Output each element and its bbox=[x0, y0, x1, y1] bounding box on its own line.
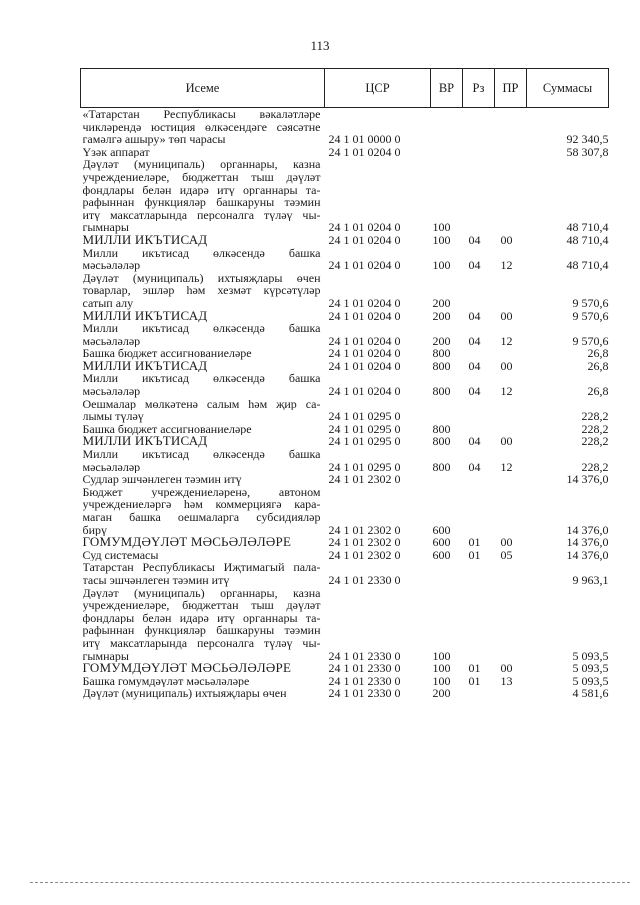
row-name bbox=[81, 662, 325, 675]
row-csr: 24 1 01 2330 0 bbox=[328, 648, 401, 663]
row-vr: 800 bbox=[432, 459, 451, 474]
row-sum: 5 093,5 bbox=[572, 662, 609, 675]
table-row bbox=[81, 561, 609, 586]
row-pr: 00 bbox=[500, 359, 513, 373]
row-name-line: ГОМУМДӘҮЛӘТ МӘСЬӘЛӘЛӘРЕ bbox=[82, 536, 292, 549]
row-sum: 48 710,4 bbox=[566, 233, 609, 247]
table-row bbox=[81, 549, 609, 562]
row-csr: 24 1 01 0295 0 bbox=[328, 422, 401, 436]
row-sum: 48 710,4 bbox=[566, 220, 609, 234]
row-vr: 800 bbox=[432, 435, 451, 449]
row-pr bbox=[495, 146, 527, 159]
row-vr bbox=[431, 398, 463, 423]
row-name bbox=[81, 473, 325, 486]
row-name-line: тасы эшчәнлеген тәэмин итү bbox=[82, 573, 230, 587]
row-name bbox=[81, 448, 325, 473]
row-sum: 9 570,6 bbox=[572, 295, 609, 310]
row-name-line: мәсьәләләр bbox=[82, 385, 141, 398]
row-pr: 12 bbox=[500, 459, 513, 474]
row-name-line: гымнары bbox=[82, 649, 129, 663]
table-row bbox=[81, 435, 609, 448]
row-name bbox=[81, 272, 325, 310]
row-name-line: лымы түләү bbox=[82, 410, 144, 423]
row-rz: 04 bbox=[468, 309, 481, 323]
row-sum: 9 570,6 bbox=[572, 309, 609, 323]
row-vr bbox=[431, 146, 463, 159]
row-rz: 04 bbox=[468, 384, 481, 398]
row-name-line: Башка бюджет ассигнованиеләре bbox=[82, 422, 252, 436]
row-rz bbox=[463, 108, 495, 146]
row-csr: 24 1 01 2330 0 bbox=[328, 687, 401, 700]
header-rz: Рз bbox=[463, 69, 495, 108]
row-csr: 24 1 01 0204 0 bbox=[328, 333, 401, 348]
row-name-line: Башка бюджет ассигнованиеләре bbox=[82, 347, 252, 360]
table-row bbox=[81, 423, 609, 436]
row-name-line: Башка гомумдәүләт мәсьәләләре bbox=[82, 674, 250, 688]
row-csr: 24 1 01 0204 0 bbox=[328, 347, 401, 360]
row-rz: 01 bbox=[468, 536, 481, 549]
row-rz: 04 bbox=[468, 359, 481, 373]
row-name-line: учреждениеләргә һәм коммерциягә кара- bbox=[82, 498, 321, 511]
row-sum: 9 570,6 bbox=[572, 333, 609, 348]
table-row bbox=[81, 448, 609, 473]
table-row bbox=[81, 486, 609, 536]
table-row bbox=[81, 158, 609, 234]
row-pr: 00 bbox=[500, 536, 513, 549]
row-csr: 24 1 01 2330 0 bbox=[328, 662, 401, 675]
row-rz: 04 bbox=[468, 435, 481, 449]
row-pr: 12 bbox=[500, 333, 513, 348]
row-sum: 5 093,5 bbox=[572, 674, 609, 688]
row-name bbox=[81, 687, 325, 700]
row-name bbox=[81, 587, 325, 663]
row-name-line: МИЛЛИ ИКЪТИСАД bbox=[82, 309, 208, 323]
row-name-line: мәсьәләләр bbox=[82, 460, 141, 474]
row-sum: 228,2 bbox=[581, 409, 609, 423]
row-sum: 92 340,5 bbox=[566, 132, 609, 146]
row-name-line: Судлар эшчәнлеген тәэмин итү bbox=[82, 473, 242, 486]
row-csr: 24 1 01 2302 0 bbox=[328, 522, 401, 537]
row-name-line: маган башка оешмаларга субсидияләр bbox=[82, 511, 321, 524]
row-vr: 800 bbox=[432, 359, 451, 373]
row-rz bbox=[463, 473, 495, 486]
row-sum: 26,8 bbox=[587, 359, 609, 373]
table-row bbox=[81, 272, 609, 310]
row-vr: 100 bbox=[432, 648, 451, 663]
row-name bbox=[81, 536, 325, 549]
row-name-line: Милли икътисад өлкәсендә башка bbox=[82, 372, 321, 386]
row-rz: 01 bbox=[468, 548, 481, 562]
row-name-line: Дәүләт (муниципаль) ихтыяҗлары өчен bbox=[82, 271, 321, 285]
row-pr bbox=[495, 587, 527, 663]
row-csr: 24 1 01 2302 0 bbox=[328, 548, 401, 562]
row-rz: 04 bbox=[468, 459, 481, 474]
page-number: 113 bbox=[310, 38, 330, 53]
row-rz: 01 bbox=[468, 662, 481, 675]
table-row bbox=[81, 310, 609, 323]
row-name-line: Дәүләт (муниципаль) органнары, казна bbox=[82, 586, 321, 600]
row-sum: 228,2 bbox=[581, 435, 609, 449]
row-csr: 24 1 01 0295 0 bbox=[328, 459, 401, 474]
row-sum: 4 581,6 bbox=[572, 687, 609, 700]
row-vr: 600 bbox=[432, 548, 451, 562]
row-name-line: «Татарстан Республикасы вәкаләтләре bbox=[82, 108, 321, 121]
row-pr bbox=[495, 272, 527, 310]
row-pr bbox=[495, 347, 527, 360]
row-rz bbox=[463, 158, 495, 234]
row-sum: 228,2 bbox=[581, 422, 609, 436]
row-pr bbox=[495, 687, 527, 700]
table-row bbox=[81, 473, 609, 486]
row-name-line: гымнары bbox=[82, 221, 129, 234]
table-row bbox=[81, 587, 609, 663]
row-pr: 00 bbox=[500, 233, 513, 247]
row-sum: 26,8 bbox=[587, 384, 609, 398]
row-name-line: товарлар, эшләр һәм хезмәт күрсәтүләр bbox=[82, 284, 321, 297]
row-pr: 00 bbox=[500, 435, 513, 449]
row-name-line: фондлары белән идарә итү органнары та- bbox=[82, 183, 321, 197]
row-csr: 24 1 01 2330 0 bbox=[328, 572, 401, 587]
row-name-line: Үзәк аппарат bbox=[82, 145, 150, 159]
table-row bbox=[81, 398, 609, 423]
row-name-line: чикләрендә юстиция өлкәсендәге сәясәтне bbox=[82, 120, 321, 134]
table-row bbox=[81, 108, 609, 146]
row-name bbox=[81, 423, 325, 436]
table-row bbox=[81, 146, 609, 159]
row-rz bbox=[463, 687, 495, 700]
row-name-line: гамәлгә ашыру» төп чарасы bbox=[82, 133, 226, 146]
row-rz: 01 bbox=[468, 674, 481, 688]
row-vr: 100 bbox=[432, 258, 451, 272]
row-vr: 600 bbox=[432, 536, 451, 549]
table-row bbox=[81, 234, 609, 247]
table-row bbox=[81, 536, 609, 549]
row-name bbox=[81, 310, 325, 323]
header-vr: ВР bbox=[431, 69, 463, 108]
header-csr: ЦСР bbox=[325, 69, 431, 108]
row-csr: 24 1 01 0295 0 bbox=[328, 435, 401, 449]
row-name-line: ГОМУМДӘҮЛӘТ МӘСЬӘЛӘЛӘРЕ bbox=[82, 662, 292, 675]
row-pr bbox=[495, 561, 527, 586]
row-pr: 12 bbox=[500, 384, 513, 398]
table-row bbox=[81, 360, 609, 373]
row-name-line: бирү bbox=[82, 523, 108, 537]
row-name-line: учреждениеләре, бюджеттан тыш дәүләт bbox=[82, 599, 321, 612]
table-row bbox=[81, 687, 609, 700]
row-csr: 24 1 01 0204 0 bbox=[328, 309, 401, 323]
row-name bbox=[81, 347, 325, 360]
row-csr: 24 1 01 2302 0 bbox=[328, 536, 401, 549]
row-sum: 14 376,0 bbox=[566, 522, 609, 537]
row-sum: 5 093,5 bbox=[572, 648, 609, 663]
row-csr: 24 1 01 0000 0 bbox=[328, 132, 401, 146]
table-row bbox=[81, 675, 609, 688]
row-pr: 13 bbox=[500, 674, 513, 688]
header-sum: Суммасы bbox=[527, 69, 609, 108]
row-vr: 100 bbox=[432, 233, 451, 247]
row-rz bbox=[463, 486, 495, 536]
row-name-line: мәсьәләләр bbox=[82, 259, 141, 272]
table-body bbox=[81, 108, 609, 700]
row-vr: 200 bbox=[432, 687, 451, 700]
row-name bbox=[81, 360, 325, 373]
row-rz bbox=[463, 347, 495, 360]
row-pr bbox=[495, 158, 527, 234]
row-name-line: мәсьәләләр bbox=[82, 334, 141, 348]
table-row bbox=[81, 662, 609, 675]
row-vr: 100 bbox=[432, 662, 451, 675]
row-name bbox=[81, 372, 325, 397]
table-header-row bbox=[81, 69, 609, 108]
row-name-line: МИЛЛИ ИКЪТИСАД bbox=[82, 233, 208, 247]
row-pr: 00 bbox=[500, 662, 513, 675]
row-name-line: учреждениеләре, бюджеттан тыш дәүләт bbox=[82, 170, 321, 184]
row-name-line: Милли икътисад өлкәсендә башка bbox=[82, 448, 321, 461]
header-name: Исеме bbox=[81, 69, 325, 108]
row-rz: 04 bbox=[468, 258, 481, 272]
row-vr: 800 bbox=[432, 347, 451, 360]
row-rz: 04 bbox=[468, 333, 481, 348]
row-vr bbox=[431, 473, 463, 486]
row-name-line: Оешмалар мөлкәтенә салым һәм җир са- bbox=[82, 397, 321, 411]
row-name-line: итү максатларында персоналга түләү чы- bbox=[82, 208, 321, 222]
table-row bbox=[81, 247, 609, 272]
row-csr: 24 1 01 0295 0 bbox=[328, 409, 401, 423]
row-csr: 24 1 01 0204 0 bbox=[328, 384, 401, 398]
row-rz: 04 bbox=[468, 233, 481, 247]
row-sum: 26,8 bbox=[587, 347, 609, 360]
row-vr: 800 bbox=[432, 384, 451, 398]
row-name bbox=[81, 322, 325, 347]
row-csr: 24 1 01 0204 0 bbox=[328, 233, 401, 247]
row-name-line: итү максатларында персоналга түләү чы- bbox=[82, 636, 321, 650]
row-rz bbox=[463, 146, 495, 159]
row-csr: 24 1 01 0204 0 bbox=[328, 220, 401, 234]
header-pr: ПР bbox=[495, 69, 527, 108]
row-name bbox=[81, 398, 325, 423]
row-sum: 14 376,0 bbox=[566, 473, 609, 486]
row-name-line: Милли икътисад өлкәсендә башка bbox=[82, 246, 321, 260]
table-row bbox=[81, 372, 609, 397]
row-name bbox=[81, 247, 325, 272]
row-pr bbox=[495, 486, 527, 536]
row-vr: 100 bbox=[432, 220, 451, 234]
row-name-line: Суд системасы bbox=[82, 548, 159, 562]
row-sum: 14 376,0 bbox=[566, 536, 609, 549]
row-pr: 05 bbox=[500, 548, 513, 562]
row-vr bbox=[431, 561, 463, 586]
row-name bbox=[81, 561, 325, 586]
row-vr: 100 bbox=[432, 674, 451, 688]
row-name-line: фондлары белән идарә итү органнары та- bbox=[82, 611, 321, 625]
row-sum: 228,2 bbox=[581, 459, 609, 474]
row-vr: 800 bbox=[432, 422, 451, 436]
row-csr: 24 1 01 2330 0 bbox=[328, 674, 401, 688]
row-pr: 12 bbox=[500, 258, 513, 272]
row-name-line: МИЛЛИ ИКЪТИСАД bbox=[82, 435, 208, 449]
row-name-line: рафыннан функцияләр башкаруны тәэмин bbox=[82, 196, 321, 209]
row-name-line: сатып алу bbox=[82, 296, 134, 310]
budget-table-sheet bbox=[80, 68, 608, 700]
row-name bbox=[81, 549, 325, 562]
row-vr: 200 bbox=[432, 309, 451, 323]
row-name-line: Дәүләт (муниципаль) органнары, казна bbox=[82, 158, 321, 171]
row-name-line: Дәүләт (муниципаль) ихтыяҗлары өчен bbox=[82, 687, 287, 700]
row-sum: 9 963,1 bbox=[572, 572, 609, 587]
row-vr: 600 bbox=[432, 522, 451, 537]
row-csr: 24 1 01 2302 0 bbox=[328, 473, 401, 486]
row-rz bbox=[463, 587, 495, 663]
row-rz bbox=[463, 398, 495, 423]
row-name bbox=[81, 146, 325, 159]
row-pr bbox=[495, 423, 527, 436]
row-vr bbox=[431, 108, 463, 146]
row-name bbox=[81, 234, 325, 247]
table-row bbox=[81, 347, 609, 360]
row-rz bbox=[463, 561, 495, 586]
row-name-line: Милли икътисад өлкәсендә башка bbox=[82, 322, 321, 335]
budget-table bbox=[80, 68, 609, 700]
row-rz bbox=[463, 272, 495, 310]
row-sum: 58 307,8 bbox=[566, 145, 609, 159]
row-pr: 00 bbox=[500, 309, 513, 323]
row-name bbox=[81, 158, 325, 234]
row-pr bbox=[495, 108, 527, 146]
row-csr: 24 1 01 0204 0 bbox=[328, 145, 401, 159]
row-name-line: Бюджет учреждениеләренә, автоном bbox=[82, 485, 321, 499]
row-vr: 200 bbox=[432, 295, 451, 310]
row-name bbox=[81, 108, 325, 146]
page-bottom-divider bbox=[30, 882, 630, 883]
row-name-line: МИЛЛИ ИКЪТИСАД bbox=[82, 359, 208, 373]
row-vr: 200 bbox=[432, 333, 451, 348]
row-pr bbox=[495, 473, 527, 486]
row-rz bbox=[463, 423, 495, 436]
row-pr bbox=[495, 398, 527, 423]
row-csr: 24 1 01 0204 0 bbox=[328, 359, 401, 373]
row-name bbox=[81, 435, 325, 448]
row-csr: 24 1 01 0204 0 bbox=[328, 295, 401, 310]
row-csr: 24 1 01 0204 0 bbox=[328, 258, 401, 272]
row-name bbox=[81, 486, 325, 536]
row-sum: 14 376,0 bbox=[566, 548, 609, 562]
row-name-line: рафыннан функцияләр башкаруны тәэмин bbox=[82, 624, 321, 637]
row-name bbox=[81, 675, 325, 688]
table-row bbox=[81, 322, 609, 347]
row-name-line: Татарстан Республикасы Иҗтимагый пала- bbox=[82, 561, 321, 574]
row-sum: 48 710,4 bbox=[566, 258, 609, 272]
